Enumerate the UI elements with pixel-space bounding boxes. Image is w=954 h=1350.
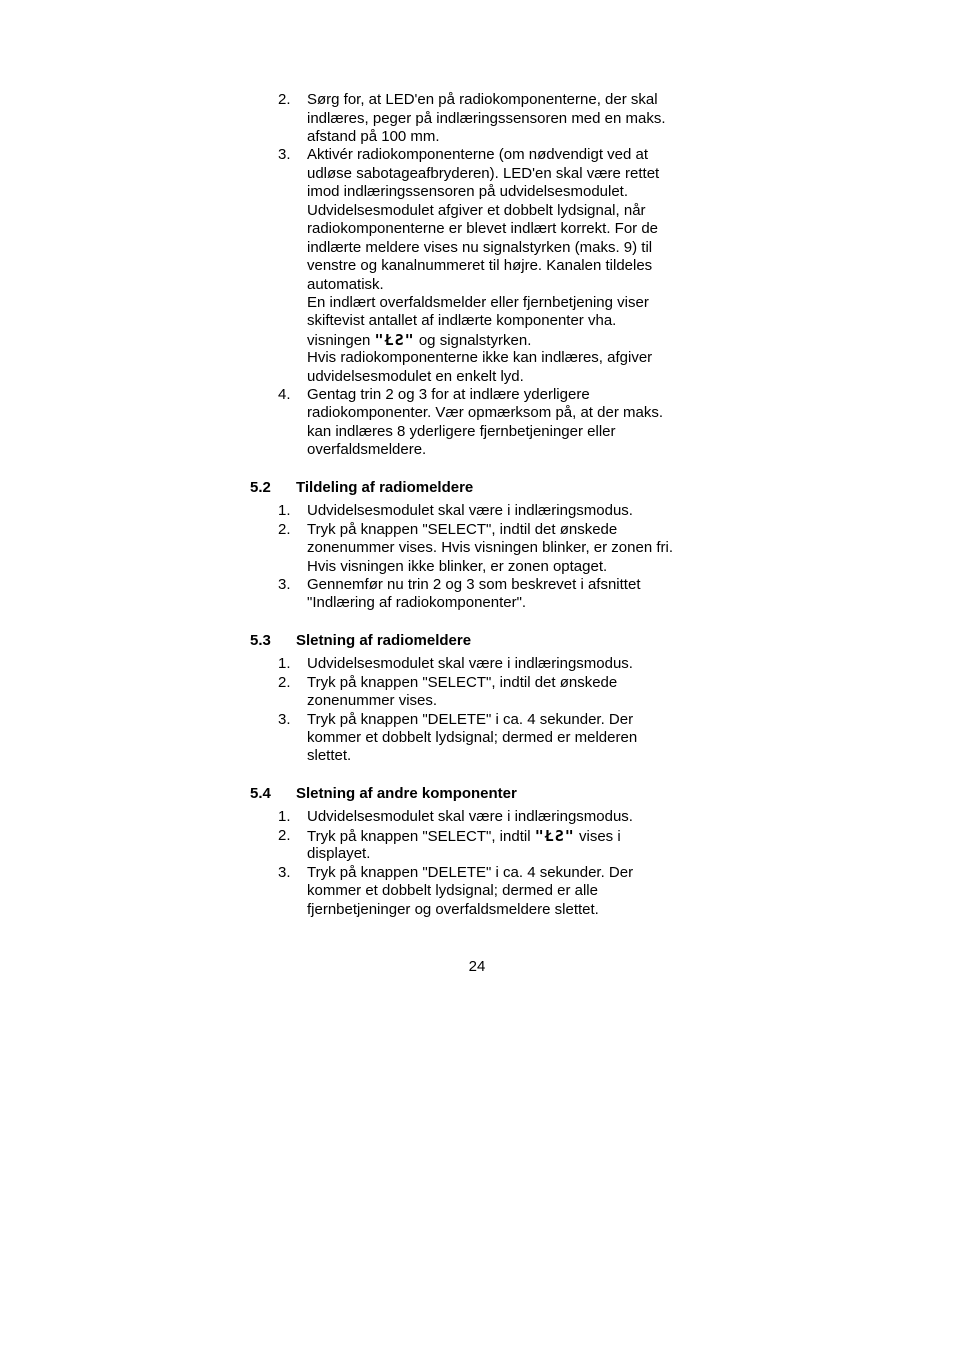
section-number: 5.4 xyxy=(250,785,271,802)
paragraph-line: overfaldsmeldere. xyxy=(307,441,427,458)
paragraph-line: Udvidelsesmodulet skal være i indlæringsmodus. xyxy=(307,502,633,519)
paragraph-line: fjernbetjeninger og overfaldsmeldere slettet. xyxy=(307,901,599,918)
list-number: 3. xyxy=(278,576,291,593)
list-number: 3. xyxy=(278,864,291,881)
paragraph-line: Gennemfør nu trin 2 og 3 som beskrevet i afsnittet xyxy=(307,576,641,593)
paragraph-line: venstre og kanalnummeret til højre. Kanalen tildeles xyxy=(307,257,653,274)
paragraph-line: zonenummer vises. Hvis visningen blinker, er zonen fri. xyxy=(307,539,673,556)
paragraph-line: udløse sabotageafbryderen). LED'en skal være rettet xyxy=(307,165,660,182)
paragraph-line: Aktivér radiokomponenterne (om nødvendigt ved at xyxy=(307,146,649,163)
inline-text: og signalstyrken. xyxy=(414,332,532,349)
inline-text: visningen xyxy=(307,332,375,349)
inline-text: Tryk på knappen "SELECT", indtil xyxy=(307,828,535,845)
list-number: 1. xyxy=(278,502,291,519)
paragraph-line: kan indlæres 8 yderligere fjernbetjeninger eller xyxy=(307,423,616,440)
list-number: 3. xyxy=(278,146,291,163)
paragraph-line: "Indlæring af radiokomponenter". xyxy=(307,594,527,611)
paragraph-line: indlæres, peger på indlæringssensoren med en maks. xyxy=(307,110,666,127)
paragraph-line: displayet. xyxy=(307,845,371,862)
paragraph-line: Udvidelsesmodulet skal være i indlæringsmodus. xyxy=(307,808,633,825)
paragraph-line: Sørg for, at LED'en på radiokomponenterne, der skal xyxy=(307,91,658,108)
inline-text: vises i xyxy=(574,828,621,845)
paragraph-line: radiokomponenterne er blevet indlært korrekt. For de xyxy=(307,220,659,237)
section-heading: Sletning af andre komponenter xyxy=(296,785,517,802)
section-heading: Tildeling af radiomeldere xyxy=(296,479,474,496)
paragraph-line: kommer et dobbelt lydsignal; dermed er alle xyxy=(307,882,598,899)
paragraph-line: udvidelsesmodulet en enkelt lyd. xyxy=(307,368,524,385)
paragraph-line: Hvis visningen ikke blinker, er zonen optaget. xyxy=(307,558,608,575)
paragraph-line: Udvidelsesmodulet afgiver et dobbelt lydsignal, når xyxy=(307,202,646,219)
paragraph-line: zonenummer vises. xyxy=(307,692,438,709)
paragraph-line: Tryk på knappen "SELECT", indtil det ønskede xyxy=(307,521,618,538)
section-number: 5.2 xyxy=(250,479,271,496)
display-code: "ŁƧ" xyxy=(374,331,415,349)
paragraph-line: Tryk på knappen "DELETE" i ca. 4 sekunder. Der xyxy=(307,711,634,728)
paragraph-line: Tryk på knappen "SELECT", indtil det ønskede xyxy=(307,674,618,691)
paragraph-line: afstand på 100 mm. xyxy=(307,128,440,145)
paragraph-line: Hvis radiokomponenterne ikke kan indlæres, afgiver xyxy=(307,349,653,366)
paragraph-line: En indlært overfaldsmelder eller fjernbetjening viser xyxy=(307,294,649,311)
paragraph-line: slettet. xyxy=(307,747,352,764)
paragraph-line: kommer et dobbelt lydsignal; dermed er melderen xyxy=(307,729,638,746)
paragraph-line: indlærte meldere vises nu signalstyrken (maks. 9) til xyxy=(307,239,653,256)
paragraph-line: radiokomponenter. Vær opmærksom på, at der maks. xyxy=(307,404,663,421)
paragraph-line xyxy=(307,827,621,846)
list-number: 2. xyxy=(278,521,291,538)
section-heading: Sletning af radiomeldere xyxy=(296,632,472,649)
paragraph-line: imod indlæringssensoren på udvidelsesmodulet. xyxy=(307,183,629,200)
list-number: 4. xyxy=(278,386,291,403)
display-code: "ŁƧ" xyxy=(534,827,575,845)
page-number: 24 xyxy=(468,958,486,975)
list-number: 1. xyxy=(278,655,291,672)
section-number: 5.3 xyxy=(250,632,271,649)
list-number: 1. xyxy=(278,808,291,825)
list-number: 2. xyxy=(278,674,291,691)
paragraph-line xyxy=(307,331,531,350)
list-number: 2. xyxy=(278,91,291,108)
paragraph-line: Udvidelsesmodulet skal være i indlæringsmodus. xyxy=(307,655,633,672)
paragraph-line: Gentag trin 2 og 3 for at indlære yderligere xyxy=(307,386,590,403)
paragraph-line: skiftevist antallet af indlærte komponenter vha. xyxy=(307,312,617,329)
paragraph-line: automatisk. xyxy=(307,276,384,293)
list-number: 3. xyxy=(278,711,291,728)
paragraph-line: Tryk på knappen "DELETE" i ca. 4 sekunder. Der xyxy=(307,864,634,881)
list-number: 2. xyxy=(278,827,291,844)
